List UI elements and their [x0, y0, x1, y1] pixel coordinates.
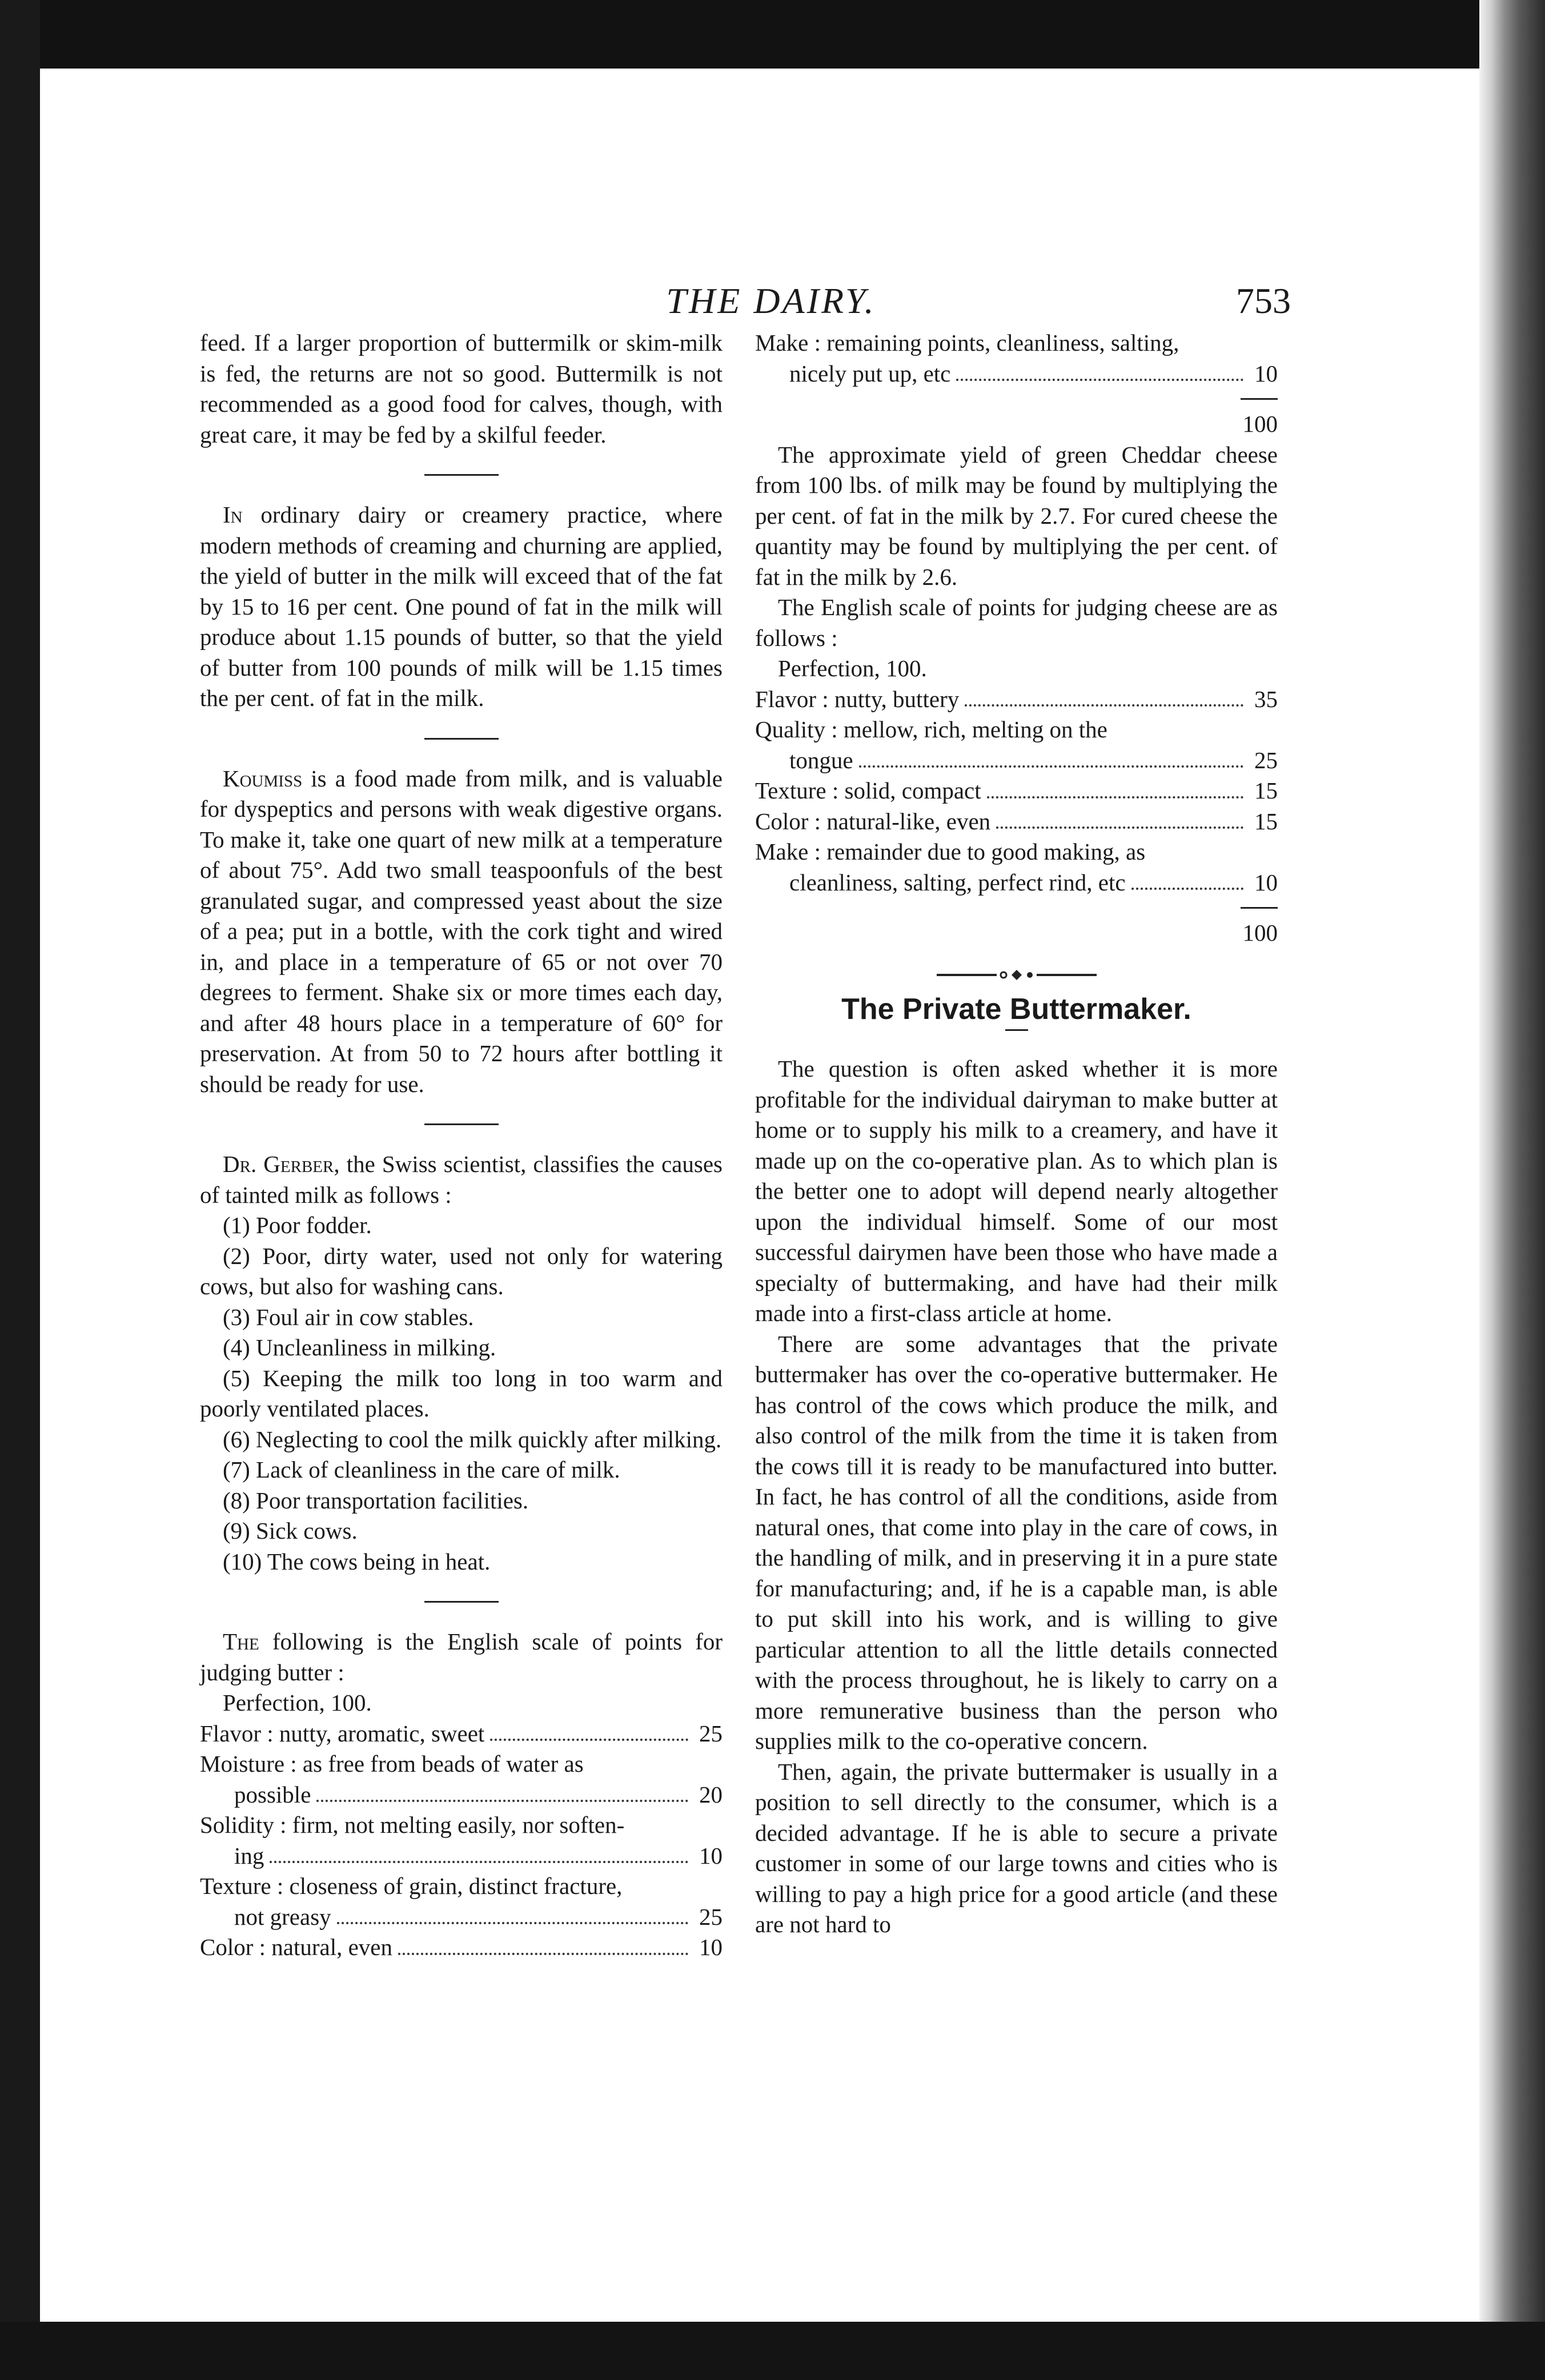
section-rule	[424, 474, 499, 476]
score-label: Quality : mellow, rich, melting on the	[755, 716, 1107, 743]
paragraph-lead: In	[223, 501, 243, 528]
score-row	[755, 776, 1278, 806]
score-value: 35	[1254, 685, 1278, 712]
score-total: 100	[1242, 411, 1278, 437]
paragraph-buttermaker-3: Then, again, the private buttermaker is usually in a position to sell directly to the consumer, which is a decided advantage. If he is able to secure a private customer in some of our large towns and cities who is willing to pay a high price for a good article (and these are not hard to	[755, 1758, 1278, 1937]
score-label-cont: cleanliness, salting, perfect rind, etc	[789, 869, 1126, 896]
perfection-line: Perfection, 100.	[223, 1689, 372, 1716]
diamond-ornament-icon	[997, 968, 1037, 982]
score-label-cont: ing	[234, 1842, 264, 1869]
score-value: 10	[699, 1934, 723, 1960]
left-column	[200, 328, 723, 1963]
scan-border-top	[0, 0, 1545, 69]
paragraph-koumiss	[200, 764, 723, 1100]
section-title: The Private Buttermaker.	[841, 992, 1191, 1026]
paragraph-tainted-milk	[200, 1149, 723, 1210]
dot-leader	[965, 704, 1243, 707]
paragraph-butter-yield	[200, 500, 723, 714]
total-rule	[1241, 398, 1278, 400]
list-item: (4) Uncleanliness in milking.	[223, 1334, 496, 1360]
score-row	[200, 1780, 723, 1811]
total-rule	[1241, 907, 1278, 909]
score-row	[200, 1932, 723, 1963]
paragraph-buttermaker-1: The question is often asked whether it is more profitable for the individual dairyman to make butter at home or to supply his milk to a creamery, and have it made up on the co-operative plan. As to which plan is the better one to adopt will depend nearly altogether upon the individual himself. Some of our most successful dairymen have been those who have made a specialty of buttermaking, and have had their milk made into a first-class article at home.	[755, 1055, 1278, 1326]
paragraph-lead: Koumiss	[223, 765, 303, 792]
score-value: 15	[1254, 808, 1278, 834]
list-item: (3) Foul air in cow stables.	[223, 1303, 474, 1330]
paragraph-body: is a food made from milk, and is valuable for dyspeptics and persons with weak digestive organs. To make it, take one quart of new milk at a temperature of about 75°. Add two small teaspoonfuls of the best granulated sugar, and compressed yeast about the size of a pea; put in a bottle, with the cork tight and wired in, and place in a temperature of 65 or not over 70 degrees to ferment. Shake six or more times each day, and after 48 hours place in a temperature of 60° for preservation. At from 50 to 72 hours after bottling it should be ready for use.	[200, 765, 723, 1097]
dot-leader	[1131, 888, 1243, 890]
section-rule	[424, 1601, 499, 1603]
score-label-cont: not greasy	[234, 1903, 331, 1930]
score-row	[755, 359, 1278, 390]
score-total: 100	[1242, 920, 1278, 946]
paragraph-feed: feed. If a larger proportion of buttermilk or skim-milk is fed, the returns are not so good. Buttermilk is not recommended as a good food for calves, though, with great care, it may be fed by a skilful feeder.	[200, 330, 723, 448]
score-value: 25	[699, 1720, 723, 1747]
paragraph-cheese-scale-intro: The English scale of points for judging cheese are as follows :	[755, 594, 1278, 651]
score-value: 25	[699, 1903, 723, 1930]
dot-leader	[987, 796, 1243, 798]
paragraph-lead: Dr. Gerber,	[223, 1151, 340, 1177]
score-label: Texture : solid, compact	[755, 777, 981, 804]
list-item: (6) Neglecting to cool the milk quickly after milking.	[223, 1426, 722, 1452]
dot-leader	[398, 1953, 688, 1955]
score-value: 10	[1254, 360, 1278, 387]
score-label: Texture : closeness of grain, distinct fracture,	[200, 1873, 623, 1899]
score-row	[755, 806, 1278, 837]
list-item: (9) Sick cows.	[223, 1518, 358, 1544]
score-label-cont: tongue	[789, 746, 853, 773]
paragraph-body: the Swiss scientist, classifies the causes of tainted milk as follows :	[200, 1151, 723, 1208]
score-row	[200, 1719, 723, 1749]
dot-leader	[956, 379, 1243, 381]
paragraph-lead: The	[223, 1628, 259, 1655]
scan-border-right	[1479, 0, 1545, 2380]
score-value: 10	[699, 1842, 723, 1869]
scan-border-left	[0, 0, 40, 2380]
dot-leader	[316, 1800, 688, 1802]
score-row	[755, 684, 1278, 715]
score-row	[755, 868, 1278, 898]
paragraph-buttermaker-2: There are some advantages that the private buttermaker has over the co-operative buttermaker. He has control of the cows which produce the milk, and also control of the milk from the time it is taken from the cows till it is ready to be manufactured into butter. In fact, he has control of all the conditions, aside from natural ones, that come into play in the care of cows, in the handling of milk, and in preserving it in a pure state for manufacturing; and, if he is a capable man, is able to put skill into his work, and is willing to give particular attention to all the little details connected with the process throughout, he is likely to carry on a more remunerative business than the person who supplies milk to the co-operative concern.	[755, 1330, 1278, 1754]
list-item: (1) Poor fodder.	[223, 1212, 372, 1238]
dot-leader	[859, 765, 1243, 768]
score-value: 25	[1254, 746, 1278, 773]
page-number: 753	[1236, 280, 1291, 321]
right-column	[755, 328, 1278, 1940]
score-row	[755, 745, 1278, 776]
score-row	[200, 1841, 723, 1872]
section-rule	[424, 1123, 499, 1125]
paragraph-body: following is the English scale of points for judging butter :	[200, 1628, 723, 1685]
score-label: Flavor : nutty, aromatic, sweet	[200, 1720, 485, 1747]
title-dash	[1005, 1029, 1028, 1031]
score-label-cont: nicely put up, etc	[789, 360, 951, 387]
list-item: (10) The cows being in heat.	[223, 1548, 491, 1575]
perfection-line: Perfection, 100.	[778, 655, 927, 681]
paragraph-cheddar-yield: The approximate yield of green Cheddar cheese from 100 lbs. of milk may be found by multiplying the per cent. of fat in the milk by 2.7. For cured cheese the quantity may be found by multiplying the per cent. of fat in the milk by 2.6.	[755, 441, 1278, 590]
dot-leader	[490, 1739, 688, 1741]
running-head: THE DAIRY.	[666, 280, 876, 321]
list-item: (8) Poor transportation facilities.	[223, 1487, 529, 1514]
dot-leader	[270, 1861, 688, 1863]
dot-leader	[337, 1922, 688, 1924]
list-item: (5) Keeping the milk too long in too warm and poorly ventilated places.	[200, 1364, 723, 1422]
score-label: Color : natural, even	[200, 1934, 393, 1960]
paragraph-butter-scale-intro	[200, 1627, 723, 1688]
list-item: (2) Poor, dirty water, used not only for watering cows, but also for washing cans.	[200, 1242, 723, 1299]
score-label: Flavor : nutty, buttery	[755, 685, 960, 712]
paragraph-body: ordinary dairy or creamery practice, where modern methods of creaming and churning are applied, the yield of butter in the milk will exceed that of the fat by 15 to 16 per cent. One pound of fat in the milk will produce about 1.15 pounds of butter, so that the yield of butter from 100 pounds of milk will be 1.15 times the per cent. of fat in the milk.	[200, 501, 723, 711]
score-label: Make : remainder due to good making, as	[755, 838, 1146, 865]
scan-border-bottom	[0, 2322, 1545, 2380]
list-item: (7) Lack of cleanliness in the care of milk.	[223, 1456, 620, 1483]
score-label: Moisture : as free from beads of water as	[200, 1751, 584, 1777]
score-label: Color : natural-like, even	[755, 808, 991, 834]
ornament-divider	[937, 968, 1097, 982]
score-value: 10	[1254, 869, 1278, 896]
score-value: 20	[699, 1781, 723, 1808]
dot-leader	[996, 826, 1243, 829]
score-label: Make : remaining points, cleanliness, salting,	[755, 330, 1179, 356]
score-value: 15	[1254, 777, 1278, 804]
score-label: Solidity : firm, not melting easily, nor soften-	[200, 1812, 625, 1838]
score-row	[200, 1902, 723, 1933]
score-label-cont: possible	[234, 1781, 311, 1808]
section-rule	[424, 738, 499, 740]
